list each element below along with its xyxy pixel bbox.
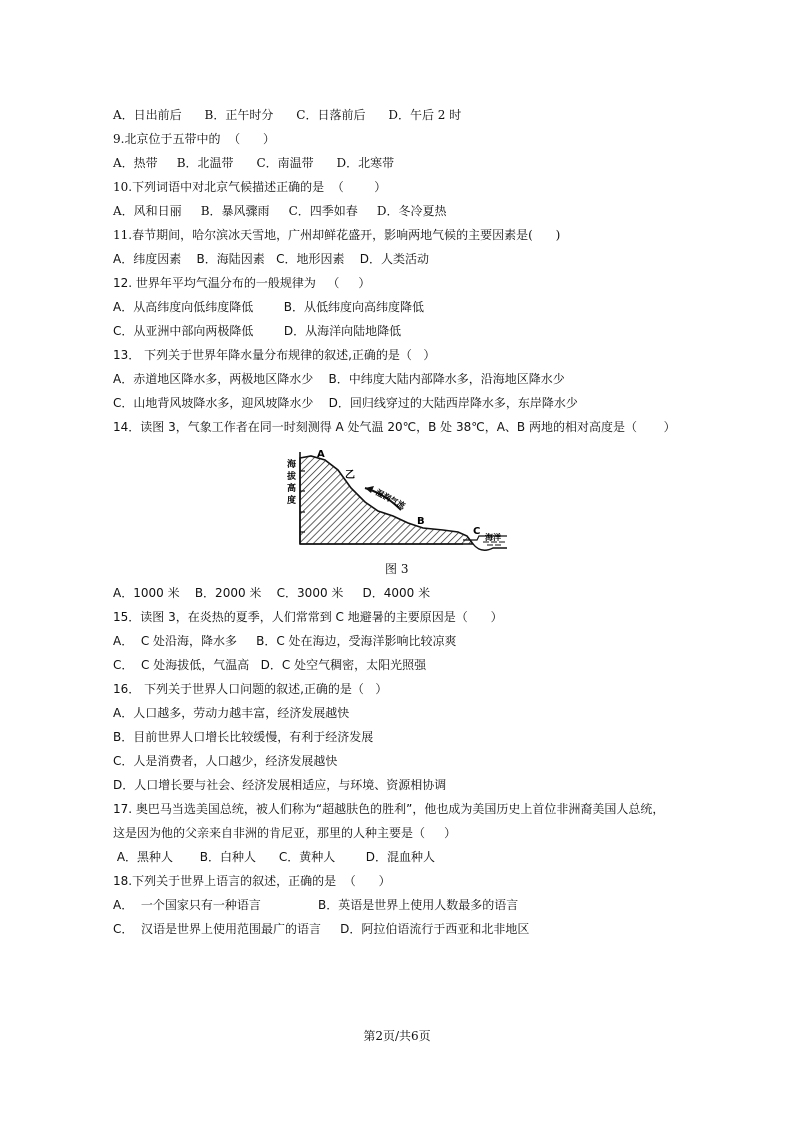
airflow-label: 湿润气流 bbox=[374, 487, 407, 511]
question-12: 12. 世界年平均气温分布的一般规律为 （ ） bbox=[113, 276, 371, 290]
question-15: 15．读图 3，在炎热的夏季，人们常常到 C 地避暑的主要原因是（ ） bbox=[113, 610, 503, 624]
option-q16-a: A．人口越多，劳动力越丰富，经济发展越快 bbox=[113, 706, 350, 720]
sea-label: 海洋 bbox=[485, 533, 501, 542]
question-9: 9.北京位于五带中的 （ ） bbox=[113, 132, 275, 146]
options-q12-ab: A．从高纬度向低纬度降低 B．从低纬度向高纬度降低 bbox=[113, 300, 424, 314]
question-17-line-2: 这是因为他的父亲来自非洲的肯尼亚，那里的人种主要是（ ） bbox=[113, 826, 457, 840]
point-c-label: C bbox=[473, 526, 481, 537]
options-q15-cd: C． C 处海拔低，气温高 D．C 处空气稠密，太阳光照强 bbox=[113, 658, 427, 672]
options-q18-ab: A． 一个国家只有一种语言 B．英语是世界上使用人数最多的语言 bbox=[113, 898, 519, 912]
point-b-label: B bbox=[417, 516, 425, 527]
page-footer: 第2页/共6页 bbox=[363, 1029, 431, 1043]
question-13: 13． 下列关于世界年降水量分布规律的叙述,正确的是（ ） bbox=[113, 348, 436, 362]
figure-caption: 图 3 bbox=[385, 562, 409, 576]
options-q17: A．黑种人 B．白种人 C．黄种人 D．混血种人 bbox=[113, 850, 435, 864]
question-16: 16． 下列关于世界人口问题的叙述,正确的是（ ） bbox=[113, 682, 388, 696]
option-q16-b: B．目前世界人口增长比较缓慢，有利于经济发展 bbox=[113, 730, 374, 744]
options-q10: A．风和日丽 B．暴风骤雨 C．四季如春 D．冬冷夏热 bbox=[113, 204, 447, 218]
y-label-2: 拔 bbox=[287, 472, 297, 482]
question-18: 18.下列关于世界上语言的叙述，正确的是 （ ） bbox=[113, 874, 391, 888]
question-10: 10.下列词语中对北京气候描述正确的是 （ ） bbox=[113, 180, 387, 194]
option-line-q8: A．日出前后 B．正午时分 C．日落前后 D．午后 2 时 bbox=[113, 108, 462, 122]
question-11: 11.春节期间，哈尔滨冰天雪地，广州却鲜花盛开，影响两地气候的主要因素是( ) bbox=[113, 228, 561, 242]
label-yi: 乙 bbox=[345, 470, 355, 481]
y-label-1: 海 bbox=[287, 460, 297, 470]
options-q13-cd: C．山地背风坡降水多，迎风坡降水少 D．回归线穿过的大陆西岸降水多，东岸降水少 bbox=[113, 396, 578, 410]
option-q16-c: C．人是消费者，人口越少，经济发展越快 bbox=[113, 754, 338, 768]
options-q12-cd: C．从亚洲中部向两极降低 D．从海洋向陆地降低 bbox=[113, 324, 402, 338]
point-a-label: A bbox=[317, 449, 325, 460]
options-q11: A．纬度因素 B．海陆因素 C．地形因素 D．人类活动 bbox=[113, 252, 430, 266]
question-17-line-1: 17. 奥巴马当选美国总统，被人们称为“超越肤色的胜利”，他也成为美国历史上首位非洲裔美国人总统， bbox=[113, 802, 665, 816]
y-label-4: 度 bbox=[287, 496, 297, 506]
options-q9: A．热带 B．北温带 C．南温带 D．北寒带 bbox=[113, 156, 395, 170]
options-q13-ab: A．赤道地区降水多，两极地区降水少 B．中纬度大陆内部降水多，沿海地区降水少 bbox=[113, 372, 565, 386]
options-q14: A．1000 米 B．2000 米 C．3000 米 D．4000 米 bbox=[113, 586, 431, 600]
figure-3-terrain-profile bbox=[283, 446, 509, 558]
question-14: 14．读图 3，气象工作者在同一时刻测得 A 处气温 20℃，B 处 38℃，A、B 两地的相对高度是（ ） bbox=[113, 420, 676, 434]
options-q15-ab: A． C 处沿海，降水多 B．C 处在海边，受海洋影响比较凉爽 bbox=[113, 634, 457, 648]
options-q18-cd: C． 汉语是世界上使用范围最广的语言 D．阿拉伯语流行于西亚和北非地区 bbox=[113, 922, 530, 936]
option-q16-d: D．人口增长要与社会、经济发展相适应，与环境、资源相协调 bbox=[113, 778, 447, 792]
y-label-3: 高 bbox=[287, 484, 297, 494]
